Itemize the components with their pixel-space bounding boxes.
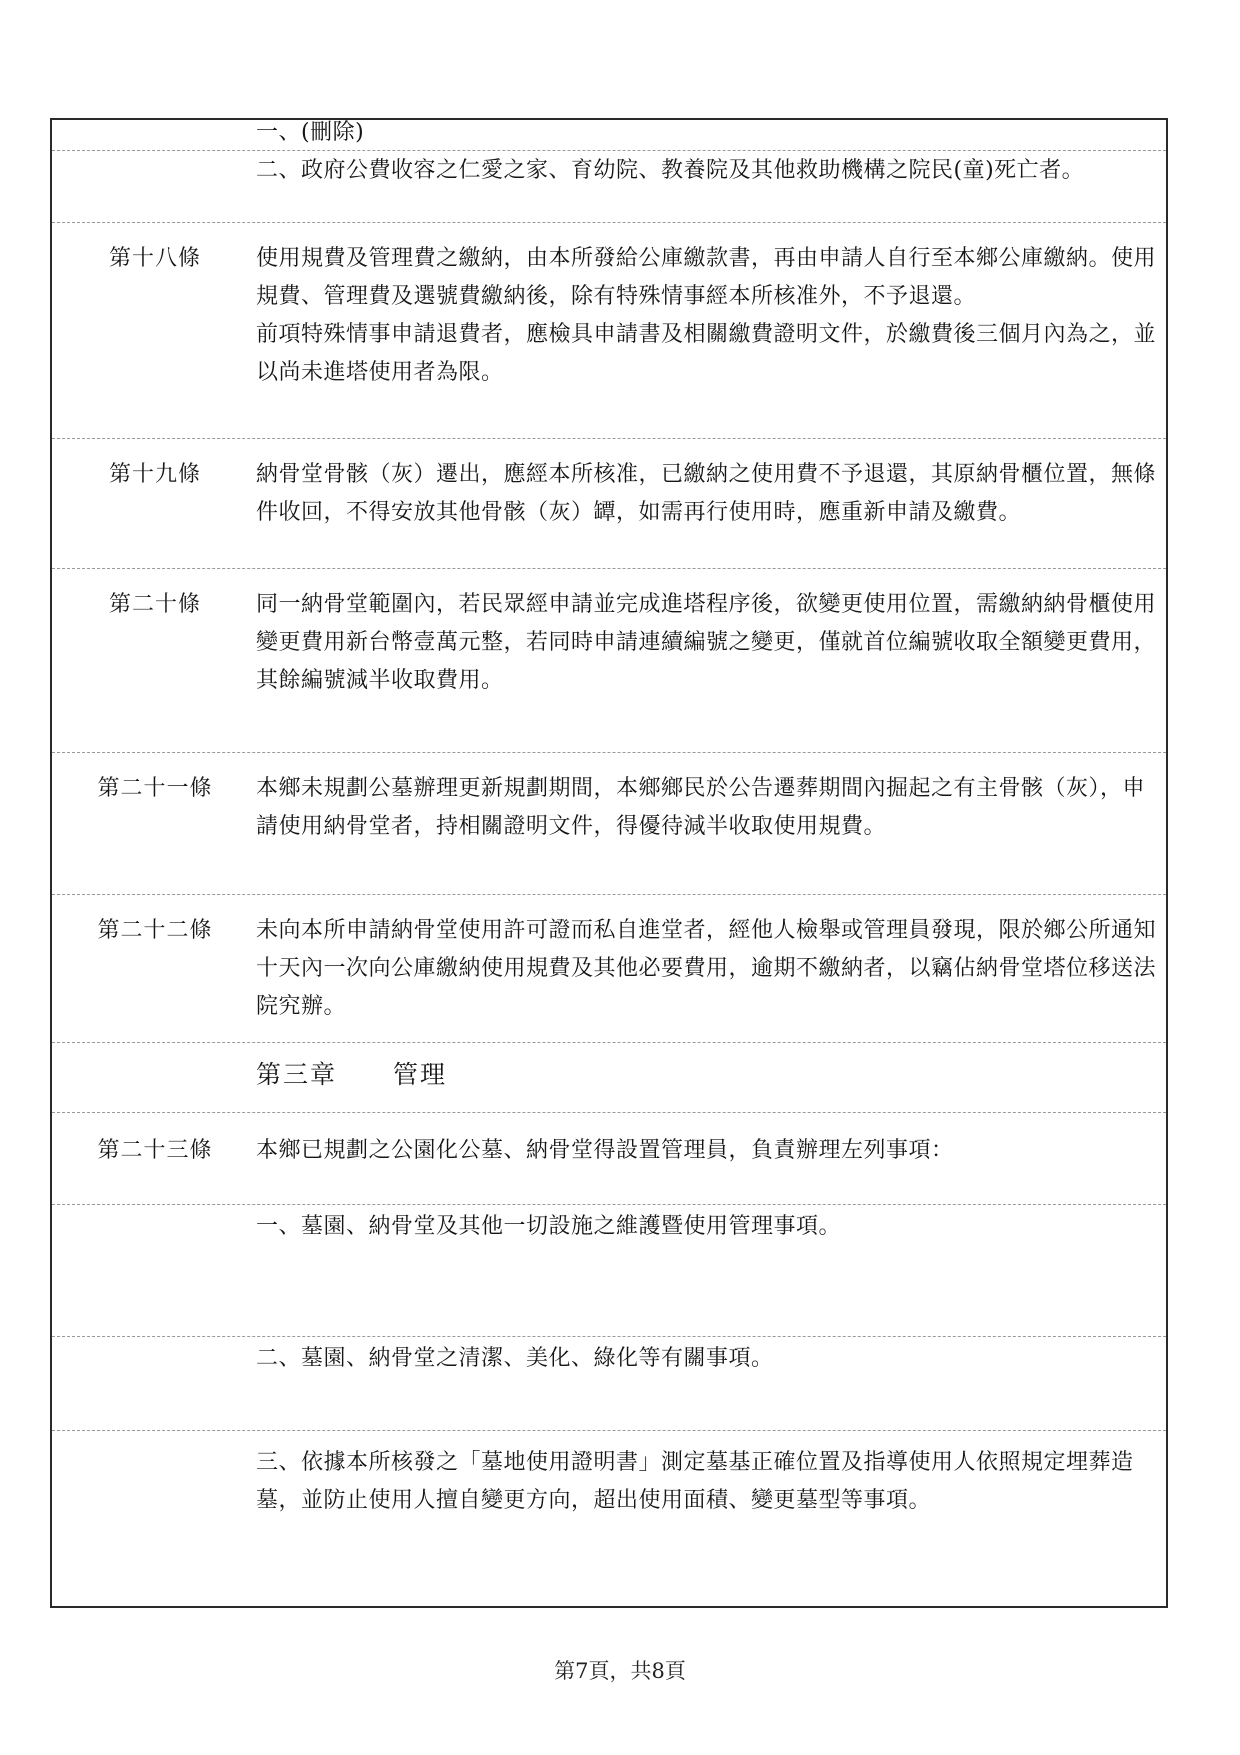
page-number: 第7頁，共8頁 bbox=[554, 1659, 686, 1683]
article-text bbox=[256, 240, 1160, 392]
item-row-deleted bbox=[52, 120, 1166, 151]
chapter-heading bbox=[256, 1056, 1160, 1094]
article-paragraph: 前項特殊情事申請退費者，應檢具申請書及相關繳費證明文件，於繳費後三個月內為之，並以尚未進塔使用者為限。 bbox=[256, 322, 1157, 385]
duty-item-1-row bbox=[52, 1204, 1166, 1337]
duty-item-2-row bbox=[52, 1336, 1166, 1431]
item-text: 一、(刪除) bbox=[256, 120, 365, 145]
item-row-welfare bbox=[52, 150, 1166, 223]
article-text: 本鄉未規劃公墓辦理更新規劃期間，本鄉鄉民於公告遷葬期間內掘起之有主骨骸（灰），申請使用納骨堂者，持相關證明文件，得優待減半收取使用規費。 bbox=[256, 776, 1146, 839]
article-18-row bbox=[52, 222, 1166, 439]
article-text: 納骨堂骨骸（灰）遷出，應經本所核准，已繳納之使用費不予退還，其原納骨櫃位置，無條件收回，不得安放其他骨骸（灰）罈，如需再行使用時，應重新申請及繳費。 bbox=[256, 462, 1157, 525]
chapter-row bbox=[52, 1042, 1166, 1113]
regulation-table bbox=[50, 118, 1168, 1608]
article-label: 第二十條 bbox=[108, 592, 201, 617]
article-23-row bbox=[52, 1112, 1166, 1205]
duty-item-text: 三、依據本所核發之「墓地使用證明書」測定墓基正確位置及指導使用人依照規定埋葬造墓，並防止使用人擅自變更方向，超出使用面積、變更墓型等事項。 bbox=[256, 1450, 1134, 1513]
article-text: 本鄉已規劃之公園化公墓、納骨堂得設置管理員，負責辦理左列事項： bbox=[256, 1138, 954, 1163]
article-19-row bbox=[52, 438, 1166, 569]
item-text: 二、政府公費收容之仁愛之家、育幼院、教養院及其他救助機構之院民(童)死亡者。 bbox=[256, 158, 1085, 183]
article-text: 同一納骨堂範圍內，若民眾經申請並完成進塔程序後，欲變更使用位置，需繳納納骨櫃使用變更費用新台幣壹萬元整，若同時申請連續編號之變更，僅就首位編號收取全額變更費用，其餘編號減半收取費用。 bbox=[256, 592, 1157, 693]
article-paragraph: 使用規費及管理費之繳納，由本所發給公庫繳款書，再由申請人自行至本鄉公庫繳納。使用規費、管理費及選號費繳納後，除有特殊情事經本所核准外，不予退還。 bbox=[256, 246, 1157, 309]
article-label: 第二十三條 bbox=[97, 1138, 213, 1163]
chapter-number: 第三章 bbox=[256, 1060, 338, 1089]
article-label: 第十九條 bbox=[108, 462, 201, 487]
article-label: 第二十二條 bbox=[97, 918, 213, 943]
article-label: 第十八條 bbox=[108, 246, 201, 271]
article-text: 未向本所申請納骨堂使用許可證而私自進堂者，經他人檢舉或管理員發現，限於鄉公所通知十天內一次向公庫繳納使用規費及其他必要費用，逾期不繳納者，以竊佔納骨堂塔位移送法院究辦。 bbox=[256, 918, 1157, 1019]
duty-item-3-row bbox=[52, 1430, 1166, 1606]
article-21-row bbox=[52, 752, 1166, 895]
article-22-row bbox=[52, 894, 1166, 1043]
duty-item-text: 一、墓園、納骨堂及其他一切設施之維護暨使用管理事項。 bbox=[256, 1214, 842, 1239]
article-label: 第二十一條 bbox=[97, 776, 213, 801]
article-20-row bbox=[52, 568, 1166, 753]
duty-item-text: 二、墓園、納骨堂之清潔、美化、綠化等有關事項。 bbox=[256, 1346, 774, 1371]
chapter-title: 管理 bbox=[393, 1060, 448, 1089]
